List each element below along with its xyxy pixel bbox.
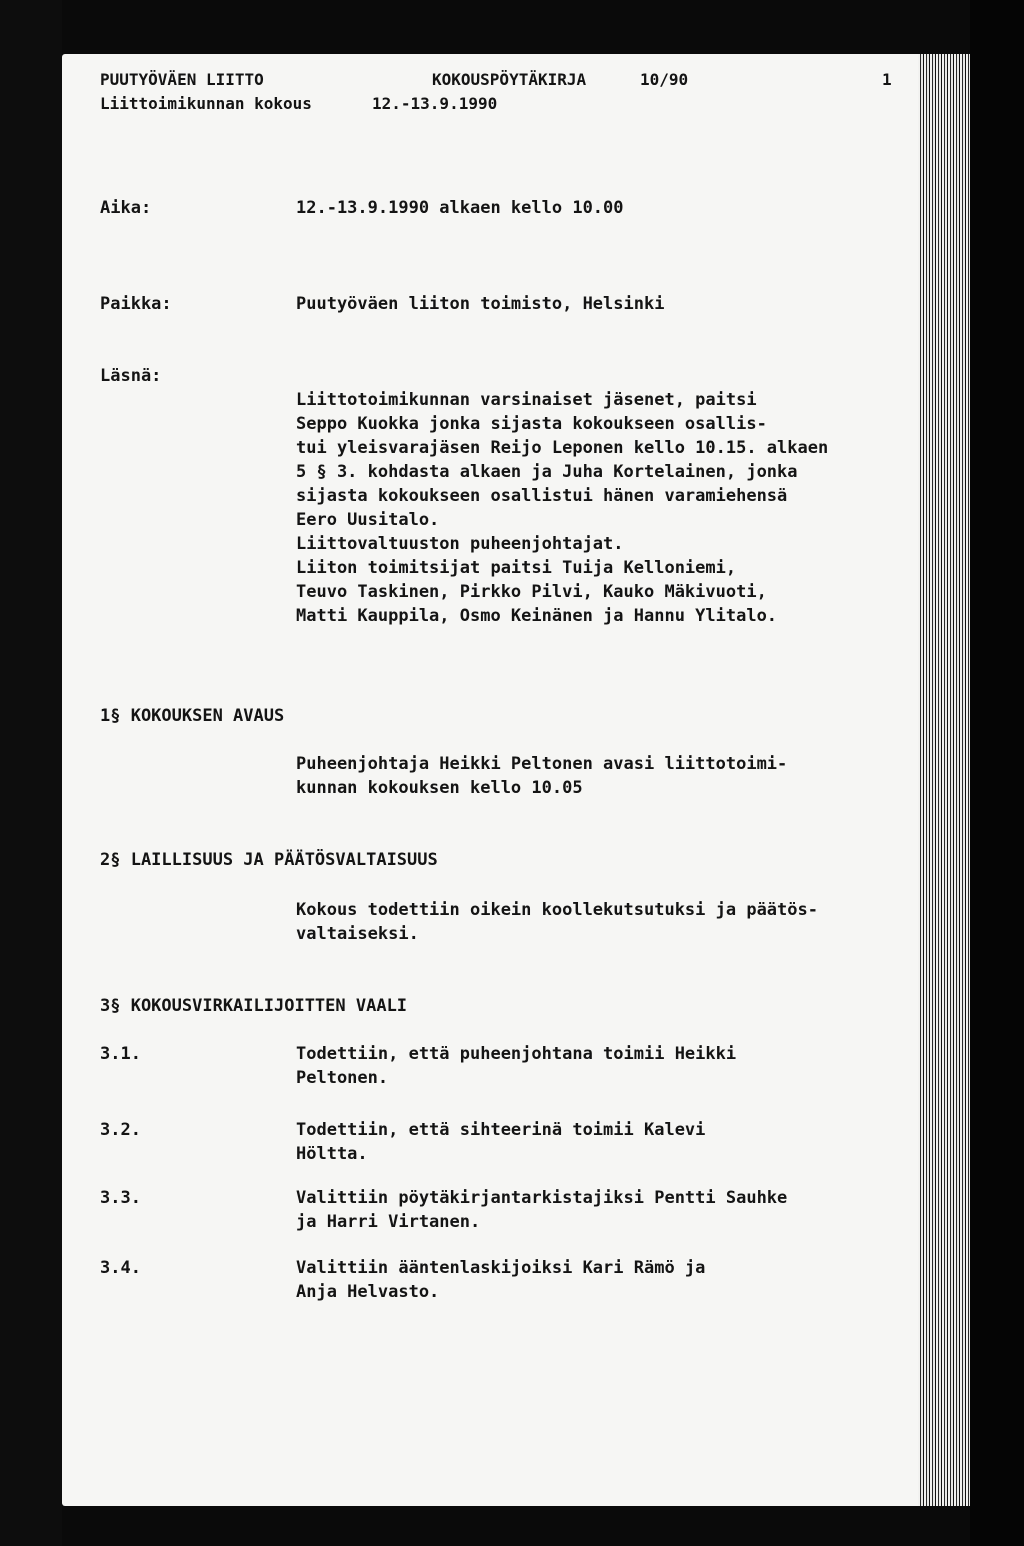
section-2-line: Kokous todettiin oikein koollekutsutuksi ja päätös-	[296, 900, 818, 920]
attendees-line: tui yleisvarajäsen Reijo Leponen kello 10.15. alkaen	[296, 438, 829, 458]
item-line: Valittiin ääntenlaskijoiksi Kari Rämö ja	[296, 1258, 706, 1278]
section-heading-2: 2§ LAILLISUUS JA PÄÄTÖSVALTAISUUS	[100, 850, 438, 870]
aika-value: 12.-13.9.1990 alkaen kello 10.00	[296, 198, 624, 218]
section-2-line: valtaiseksi.	[296, 924, 419, 944]
lasna-label: Läsnä:	[100, 366, 162, 386]
attendees-line: Teuvo Taskinen, Pirkko Pilvi, Kauko Mäkivuoti,	[296, 582, 767, 602]
item-3-2-text	[296, 1118, 896, 1166]
item-3-4-text	[296, 1256, 896, 1304]
header-page-number: 1	[882, 70, 892, 89]
item-line: ja Harri Virtanen.	[296, 1212, 481, 1232]
section-1-body	[296, 752, 896, 800]
header-doc-number: 10/90	[640, 70, 689, 89]
attendees-line: Seppo Kuokka jonka sijasta kokoukseen osallis-	[296, 414, 767, 434]
item-number-3-3: 3.3.	[100, 1188, 141, 1208]
item-number-3-4: 3.4.	[100, 1258, 141, 1278]
section-2-body	[296, 898, 896, 946]
attendees-line: Liittotoimikunnan varsinaiset jäsenet, paitsi	[296, 390, 757, 410]
item-line: Peltonen.	[296, 1068, 389, 1088]
section-heading-3: 3§ KOKOUSVIRKAILIJOITTEN VAALI	[100, 996, 408, 1016]
section-heading-1: 1§ KOKOUKSEN AVAUS	[100, 706, 285, 726]
header-org: PUUTYÖVÄEN LIITTO	[100, 70, 264, 89]
item-line: Höltta.	[296, 1144, 368, 1164]
paikka-value: Puutyöväen liiton toimisto, Helsinki	[296, 294, 665, 314]
section-1-line: kunnan kokouksen kello 10.05	[296, 778, 583, 798]
attendees-paragraph	[296, 388, 896, 628]
paikka-label: Paikka:	[100, 294, 172, 314]
header-meeting: Liittoimikunnan kokous	[100, 94, 312, 113]
item-3-1-text	[296, 1042, 896, 1090]
item-number-3-1: 3.1.	[100, 1044, 141, 1064]
item-line: Anja Helvasto.	[296, 1282, 440, 1302]
attendees-line: Liiton toimitsijat paitsi Tuija Kelloniemi,	[296, 558, 737, 578]
attendees-line: Eero Uusitalo.	[296, 510, 440, 530]
header-meeting-date: 12.-13.9.1990	[372, 94, 498, 113]
section-1-line: Puheenjohtaja Heikki Peltonen avasi liittotoimi-	[296, 754, 788, 774]
item-3-3-text	[296, 1186, 896, 1234]
attendees-line: Liittovaltuuston puheenjohtajat.	[296, 534, 624, 554]
attendees-line: sijasta kokoukseen osallistui hänen varamiehensä	[296, 486, 788, 506]
item-line: Todettiin, että sihteerinä toimii Kalevi	[296, 1120, 706, 1140]
header-doc-type: KOKOUSPÖYTÄKIRJA	[432, 70, 587, 89]
attendees-line: 5 § 3. kohdasta alkaen ja Juha Kortelainen, jonka	[296, 462, 798, 482]
aika-label: Aika:	[100, 198, 152, 218]
item-number-3-2: 3.2.	[100, 1120, 141, 1140]
item-line: Valittiin pöytäkirjantarkistajiksi Pentti Sauhke	[296, 1188, 788, 1208]
attendees-line: Matti Kauppila, Osmo Keinänen ja Hannu Ylitalo.	[296, 606, 778, 626]
item-line: Todettiin, että puheenjohtana toimii Heikki	[296, 1044, 737, 1064]
